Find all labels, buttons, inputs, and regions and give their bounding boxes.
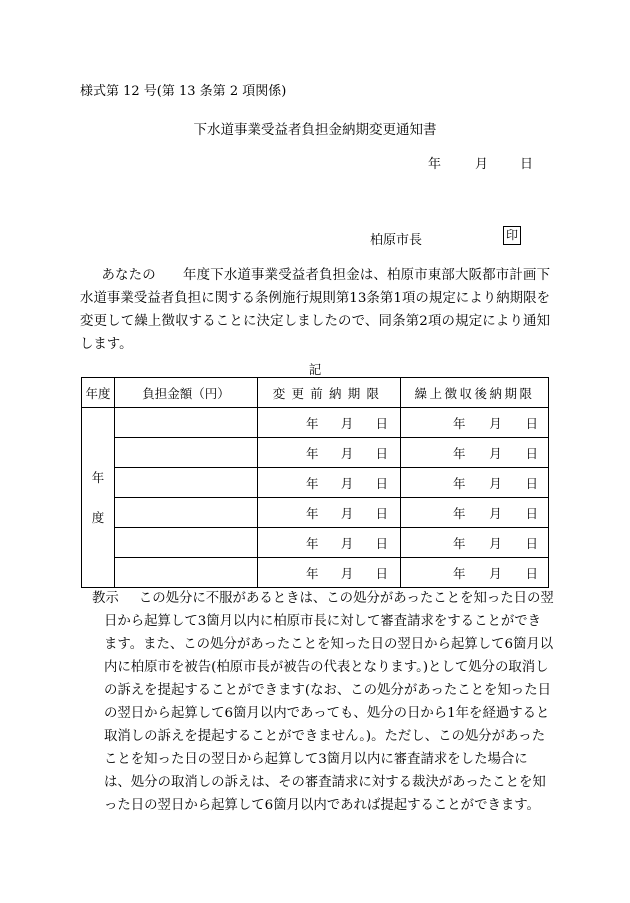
notice-text: この処分に不服があるときは、この処分があったことを知った日の翌日から起算して3箇月以内に柏原市長に対して審査請求をすることができます。また、この処分があったことを知った日の翌日から起算して6箇月以内に柏原市を被告(柏原市長が被告の代表となります。)として処分の取消しの訴えを提起することができます(なお、この処分があったことを知った日の翌日から起算して6箇月以内であっても、処分の日から1年を経過すると取消しの訴えを提起することができません。)。ただし、この処分があったことを知った日の翌日から起算して3箇月以内に審査請求をした場合には、処分の取消しの訴えは、その審査請求に対する裁決があったことを知った日の翌日から起算して6箇月以内であれば提起することができます。: [104, 591, 554, 813]
deadline-year-label: 年: [306, 445, 319, 461]
table-row: [82, 528, 549, 558]
deadline-day-label: 日: [525, 565, 538, 581]
original-deadline-cell: [258, 498, 401, 528]
header-advanced-deadline: 繰上徴収後納期限: [401, 378, 549, 408]
deadline-month-label: 月: [340, 415, 354, 431]
deadline-year-label: 年: [306, 565, 319, 581]
amount-cell: [115, 558, 258, 588]
deadline-day-label: 日: [375, 565, 388, 581]
deadline-month-label: 月: [340, 445, 354, 461]
deadline-month-label: 月: [489, 445, 502, 461]
deadline-day-label: 日: [525, 445, 538, 461]
table-header-row: [82, 378, 549, 408]
issuer-name: 柏原市長: [370, 233, 423, 248]
advanced-deadline-cell: [401, 438, 549, 468]
amount-cell: [115, 468, 258, 498]
header-year: 年度: [82, 378, 115, 408]
notification-body: あなたの 年度下水道事業受益者負担金は、柏原市東部大阪都市計画下水道事業受益者負担に関する条例施行規則第13条第1項の規定により納期限を変更して繰上徴収することに決定しましたので、同条第2項の規定により通知します。: [80, 268, 550, 352]
seal-mark: 印: [503, 226, 521, 245]
deadline-month-label: 月: [340, 475, 354, 491]
header-original-deadline: 変更前納期限: [258, 378, 401, 408]
deadline-day-label: 日: [375, 535, 388, 551]
date-year-label: 年: [428, 157, 442, 172]
deadline-table: [81, 377, 549, 588]
year-cell: [82, 408, 115, 588]
deadline-year-label: 年: [453, 505, 466, 521]
year-cell-char: 年: [91, 469, 105, 485]
advanced-deadline-cell: [401, 558, 549, 588]
ki-heading: 記: [308, 362, 322, 377]
original-deadline-cell: [258, 528, 401, 558]
advanced-deadline-cell: [401, 408, 549, 438]
date-month-label: 月: [475, 157, 489, 172]
deadline-day-label: 日: [375, 505, 388, 521]
deadline-month-label: 月: [340, 505, 354, 521]
deadline-year-label: 年: [453, 415, 466, 431]
amount-cell: [115, 408, 258, 438]
amount-cell: [115, 498, 258, 528]
deadline-year-label: 年: [453, 445, 466, 461]
deadline-day-label: 日: [375, 445, 388, 461]
advanced-deadline-cell: [401, 468, 549, 498]
deadline-month-label: 月: [489, 565, 502, 581]
date-line: [428, 153, 533, 172]
table-row: [82, 408, 549, 438]
deadline-day-label: 日: [525, 475, 538, 491]
table-row: [82, 558, 549, 588]
form-number: 様式第 12 号(第 13 条第 2 項関係): [80, 84, 287, 99]
table-row: [82, 438, 549, 468]
amount-cell: [115, 528, 258, 558]
deadline-year-label: 年: [306, 475, 319, 491]
deadline-year-label: 年: [453, 565, 466, 581]
date-day-label: 日: [520, 157, 534, 172]
deadline-year-label: 年: [453, 475, 466, 491]
notice-label: 教示: [92, 591, 119, 606]
deadline-month-label: 月: [489, 475, 502, 491]
deadline-year-label: 年: [453, 535, 466, 551]
header-amount: 負担金額（円）: [115, 378, 258, 408]
deadline-month-label: 月: [340, 535, 354, 551]
advanced-deadline-cell: [401, 498, 549, 528]
deadline-day-label: 日: [375, 415, 388, 431]
deadline-day-label: 日: [525, 415, 538, 431]
original-deadline-cell: [258, 438, 401, 468]
original-deadline-cell: [258, 408, 401, 438]
advanced-deadline-cell: [401, 528, 549, 558]
deadline-month-label: 月: [340, 565, 354, 581]
amount-cell: [115, 438, 258, 468]
deadline-year-label: 年: [306, 535, 319, 551]
deadline-day-label: 日: [525, 535, 538, 551]
year-cell-char: 度: [91, 509, 105, 525]
notice-section: [92, 587, 554, 817]
original-deadline-cell: [258, 468, 401, 498]
document-title: 下水道事業受益者負担金納期変更通知書: [193, 122, 437, 138]
deadline-month-label: 月: [489, 505, 502, 521]
deadline-day-label: 日: [375, 475, 388, 491]
deadline-year-label: 年: [306, 415, 319, 431]
table-row: [82, 498, 549, 528]
table-row: [82, 468, 549, 498]
deadline-month-label: 月: [489, 535, 502, 551]
deadline-day-label: 日: [525, 505, 538, 521]
deadline-month-label: 月: [489, 415, 502, 431]
original-deadline-cell: [258, 558, 401, 588]
deadline-year-label: 年: [306, 505, 319, 521]
